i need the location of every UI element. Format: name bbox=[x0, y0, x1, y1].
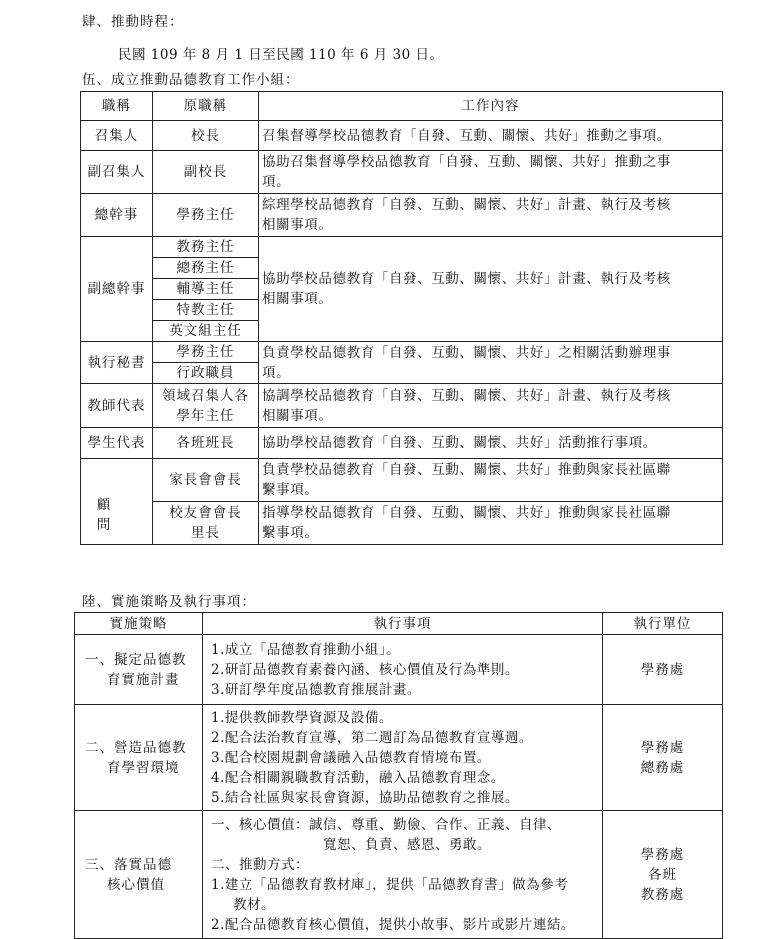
unit-line: 學務處 bbox=[640, 661, 685, 678]
work-line: 繫事項。 bbox=[262, 482, 319, 498]
strategy-line: 三、落實品德 bbox=[85, 856, 172, 873]
list-item: 1.提供教師教學資源及設備。 bbox=[211, 709, 393, 726]
unit-cell bbox=[603, 635, 723, 705]
table-row bbox=[75, 635, 723, 705]
unit-line: 學務處 bbox=[640, 846, 685, 863]
role-title: 學生代表 bbox=[81, 428, 153, 459]
work-line: 相關事項。 bbox=[262, 407, 333, 424]
orig-line: 領域召集人各 bbox=[162, 387, 249, 404]
orig-title: 英文組主任 bbox=[153, 321, 259, 342]
list-item: 3.研訂學年度品德教育推展計畫。 bbox=[211, 681, 421, 698]
work-content bbox=[259, 194, 723, 237]
unit-line: 各班 bbox=[648, 866, 677, 883]
orig-title: 家長會會長 bbox=[153, 459, 259, 502]
work-content bbox=[259, 459, 723, 502]
orig-title: 總務主任 bbox=[153, 258, 259, 279]
orig-title bbox=[153, 384, 259, 428]
table-header-row bbox=[75, 613, 723, 635]
role-title: 總幹事 bbox=[81, 194, 153, 237]
strategy-table bbox=[74, 612, 723, 939]
work-line: 項。 bbox=[262, 364, 291, 381]
work-line: 協助召集督導學校品德教育「自發、互動、關懷、共好」推動之事 bbox=[262, 154, 671, 170]
work-group-table bbox=[80, 91, 723, 545]
orig-title: 學務主任 bbox=[153, 342, 259, 363]
header-work: 工作內容 bbox=[259, 92, 723, 121]
work-content bbox=[259, 502, 723, 545]
role-title-text: 顧 問 bbox=[96, 497, 176, 533]
list-item: 1.成立「品德教育推動小組」。 bbox=[211, 641, 401, 658]
strategy-cell bbox=[75, 705, 203, 811]
table-row bbox=[81, 237, 723, 258]
items-cell bbox=[203, 635, 603, 705]
work-content bbox=[259, 428, 723, 459]
header-items: 執行事項 bbox=[203, 613, 603, 635]
orig-line: 校友會會長 bbox=[169, 505, 242, 521]
table-row bbox=[81, 342, 723, 363]
table-header-row bbox=[81, 92, 723, 121]
orig-title: 副校長 bbox=[153, 151, 259, 194]
list-item: 1.建立「品德教育教材庫」，提供「品德教育書」做為參考 bbox=[211, 876, 569, 893]
orig-title: 各班班長 bbox=[153, 428, 259, 459]
table-row bbox=[81, 459, 723, 502]
strategy-cell bbox=[75, 811, 203, 939]
orig-title bbox=[153, 502, 259, 545]
work-line: 指導學校品德教育「自發、互動、關懷、共好」推動與家長社區聯 bbox=[262, 505, 671, 521]
header-orig-title: 原職稱 bbox=[153, 92, 259, 121]
work-line: 繫事項。 bbox=[262, 525, 319, 541]
orig-title: 學務主任 bbox=[153, 194, 259, 237]
role-title: 教師代表 bbox=[81, 384, 153, 428]
work-line: 綜理學校品德教育「自發、互動、關懷、共好」計畫、執行及考核 bbox=[262, 197, 671, 213]
orig-title: 輔導主任 bbox=[153, 279, 259, 300]
strategy-cell bbox=[75, 635, 203, 705]
work-content bbox=[259, 121, 723, 151]
table-row bbox=[81, 384, 723, 428]
work-line: 負責學校品德教育「自發、互動、關懷、共好」推動與家長社區聯 bbox=[262, 462, 671, 478]
unit-line: 學務處 bbox=[640, 739, 685, 756]
work-content bbox=[259, 342, 723, 384]
list-item: 教材。 bbox=[233, 896, 275, 913]
unit-line: 總務處 bbox=[640, 759, 685, 776]
table-row bbox=[75, 705, 723, 811]
orig-line: 學年主任 bbox=[176, 407, 235, 424]
work-content bbox=[259, 384, 723, 428]
work-line: 相關事項。 bbox=[262, 217, 333, 233]
list-item: 3.配合校園規劃會議融入品德教育情境布置。 bbox=[211, 749, 491, 766]
work-line: 召集督導學校品德教育「自發、互動、關懷、共好」推動之事項。 bbox=[262, 127, 671, 144]
work-line: 相關事項。 bbox=[262, 291, 333, 307]
section-4-title: 肆、推動時程： bbox=[82, 14, 184, 30]
strategy-line: 育學習環境 bbox=[107, 759, 180, 776]
work-line: 負責學校品德教育「自發、互動、關懷、共好」之相關活動辦理事 bbox=[262, 344, 671, 361]
work-line: 協助學校品德教育「自發、互動、關懷、共好」活動推行事項。 bbox=[262, 435, 657, 451]
orig-title: 特教主任 bbox=[153, 300, 259, 321]
items-cell bbox=[203, 811, 603, 939]
orig-title: 校長 bbox=[153, 121, 259, 151]
role-title bbox=[81, 459, 176, 545]
list-item: 2.配合法治教育宣導，第二週訂為品德教育宣導週。 bbox=[211, 729, 533, 746]
header-unit: 執行單位 bbox=[603, 613, 723, 635]
list-item: 寬恕、負責、感恩、勇敢。 bbox=[323, 836, 491, 853]
role-title: 執行秘書 bbox=[81, 342, 153, 384]
list-item: 2.配合品德教育核心價值，提供小故事、影片或影片連結。 bbox=[211, 916, 575, 933]
unit-cell bbox=[603, 705, 723, 811]
table-row bbox=[81, 194, 723, 237]
header-title: 職稱 bbox=[81, 92, 153, 121]
strategy-line: 一、擬定品德教 bbox=[85, 651, 187, 668]
list-item: 一、核心價值：誠信、尊重、勤儉、合作、正義、自律、 bbox=[211, 816, 561, 833]
strategy-line: 育實施計畫 bbox=[107, 671, 180, 688]
table-row bbox=[81, 121, 723, 151]
list-item: 5.結合社區與家長會資源，協助品德教育之推展。 bbox=[211, 789, 519, 806]
role-title: 副總幹事 bbox=[81, 237, 153, 342]
role-title: 副召集人 bbox=[81, 151, 153, 194]
table-row bbox=[75, 811, 723, 939]
orig-title: 行政職員 bbox=[153, 363, 259, 384]
table-row bbox=[81, 151, 723, 194]
section-6-title: 陸、實施策略及執行事項： bbox=[82, 594, 256, 610]
orig-line: 里長 bbox=[191, 525, 220, 541]
list-item: 2.研訂品德教育素養內涵、核心價值及行為準則。 bbox=[211, 661, 519, 678]
table-row bbox=[81, 428, 723, 459]
work-content bbox=[259, 237, 723, 342]
header-strategy: 實施策略 bbox=[75, 613, 203, 635]
list-item: 4.配合相關親職教育活動，融入品德教育理念。 bbox=[211, 769, 505, 786]
role-title: 召集人 bbox=[81, 121, 153, 151]
strategy-line: 二、營造品德教 bbox=[85, 739, 187, 756]
unit-cell bbox=[603, 811, 723, 939]
items-cell bbox=[203, 705, 603, 811]
work-line: 協助學校品德教育「自發、互動、關懷、共好」計畫、執行及考核 bbox=[262, 271, 671, 287]
strategy-line: 核心價值 bbox=[107, 876, 165, 893]
work-line: 項。 bbox=[262, 174, 291, 190]
orig-title: 教務主任 bbox=[153, 237, 259, 258]
work-line: 協調學校品德教育「自發、互動、關懷、共好」計畫、執行及考核 bbox=[262, 387, 671, 404]
table-row bbox=[81, 502, 723, 545]
work-content bbox=[259, 151, 723, 194]
unit-line: 教務處 bbox=[640, 886, 685, 903]
list-item: 二、推動方式： bbox=[211, 856, 309, 873]
section-5-title: 伍、成立推動品德教育工作小組： bbox=[82, 72, 300, 88]
schedule-text: 民國 109 年 8 月 1 日至民國 110 年 6 月 30 日。 bbox=[118, 47, 444, 63]
